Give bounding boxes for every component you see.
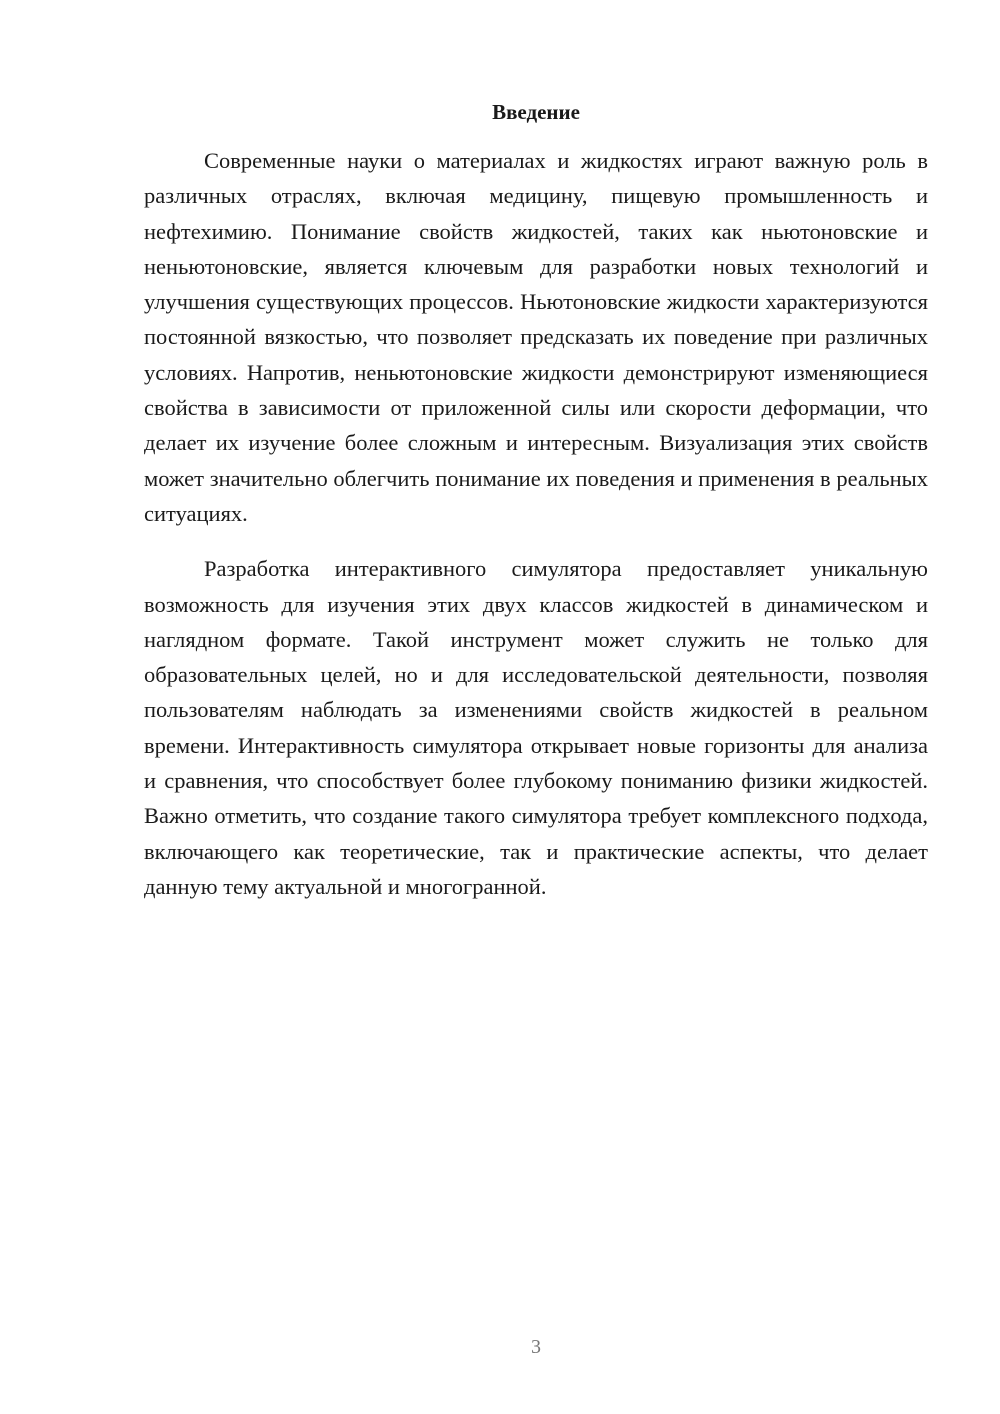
body-text (144, 143, 928, 904)
page-number: 3 (531, 1336, 541, 1358)
section-title: Введение (492, 100, 580, 124)
paragraph-intro: Современные науки о материалах и жидкостях играют важную роль в различных отраслях, включая медицину, пищевую промышленность и нефтехимию. Понимание свойств жидкостей, таких как ньютоновские и неньютоновские, является ключевым для разработки новых технологий и улучшения существующих процессов. Ньютоновские жидкости характеризуются постоянной вязкостью, что позволяет предсказать их поведение при различных условиях. Напротив, неньютоновские жидкости демонстрируют изменяющиеся свойства в зависимости от приложенной силы или скорости деформации, что делает их изучение более сложным и интересным. Визуализация этих свойств может значительно облегчить понимание их поведения и применения в реальных ситуациях. (144, 148, 928, 526)
paragraph-simulator: Разработка интерактивного симулятора предоставляет уникальную возможность для изучения этих двух классов жидкостей в динамическом и наглядном формате. Такой инструмент может служить не только для образовательных целей, но и для исследовательской деятельности, позволяя пользователям наблюдать за изменениями свойств жидкостей в реальном времени. Интерактивность симулятора открывает новые горизонты для анализа и сравнения, что способствует более глубокому пониманию физики жидкостей. Важно отметить, что создание такого симулятора требует комплексного подхода, включающего как теоретические, так и практические аспекты, что делает данную тему актуальной и многогранной. (144, 556, 928, 899)
